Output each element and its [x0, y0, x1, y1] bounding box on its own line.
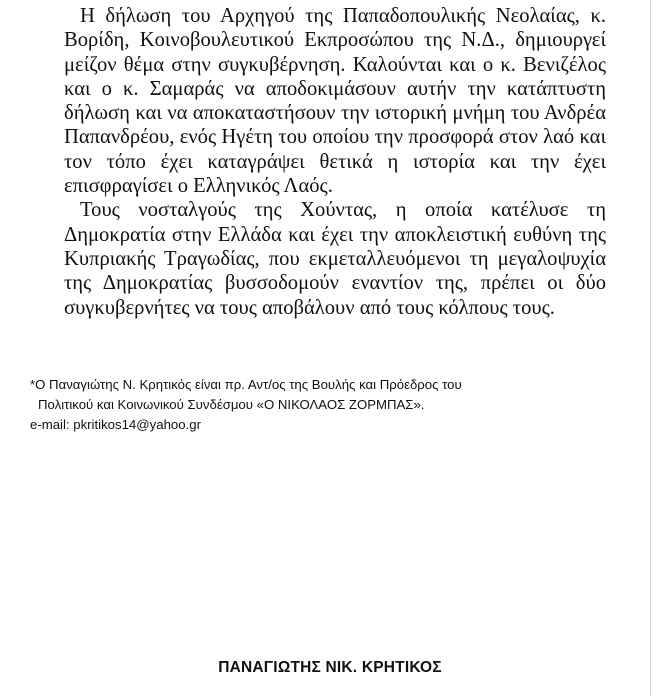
scan-edge-line — [650, 0, 651, 696]
article-paragraph-2: Τους νοσταλγούς της Χούντας, η οποία κατέλυσε τη Δημοκρατία στην Ελλάδα και έχει την αποκλειστική ευθύνη της Κυπριακής Τραγωδίας, που εκμεταλλευόμενοι τη μεγαλοψυχία της Δημοκρατίας βυσσοδομούν εναντίον της, πρέπει οι δύο συγκυβερνήτες να τους αποβάλουν από τους κόλπους τους. — [64, 199, 606, 319]
article-paragraph-1: Η δήλωση του Αρχηγού της Παπαδοπουλικής Νεολαίας, κ. Βορίδη, Κοινοβουλευτικού Εκπροσώπου της Ν.Δ., δημιουργεί μείζον θέμα στην συγκυβέρνηση. Καλούνται και ο κ. Βενιζέλος και ο κ. Σαμαράς να αποδοκιμάσουν αυτήν την κατάπτυστη δήλωση και να αποκαταστήσουν την ιστορική μνήμη του Ανδρέα Παπανδρέου, ενός Ηγέτη του οποίου την προσφορά στον λαό και τον τόπο έχει καταγράψει θετικά η ιστορία και την έχει επισφραγίσει ο Ελληνικός Λαός. — [64, 5, 606, 198]
footnote-line-2: Πολιτικού και Κοινωνικού Συνδέσμου «Ο ΝΙΚΟΛΑΟΣ ΖΟΡΜΠΑΣ». — [38, 397, 425, 412]
footnote-line-1: *Ο Παναγιώτης Ν. Κρητικός είναι πρ. Αντ/ος της Βουλής και Πρόεδρος του — [30, 377, 462, 392]
article-body — [64, 4, 606, 320]
author-signature: ΠΑΝΑΓΙΩΤΗΣ ΝΙΚ. ΚΡΗΤΙΚΟΣ — [218, 659, 442, 676]
author-footnote — [30, 375, 630, 435]
footnote-email: e-mail: pkritikos14@yahoo.gr — [30, 417, 201, 432]
